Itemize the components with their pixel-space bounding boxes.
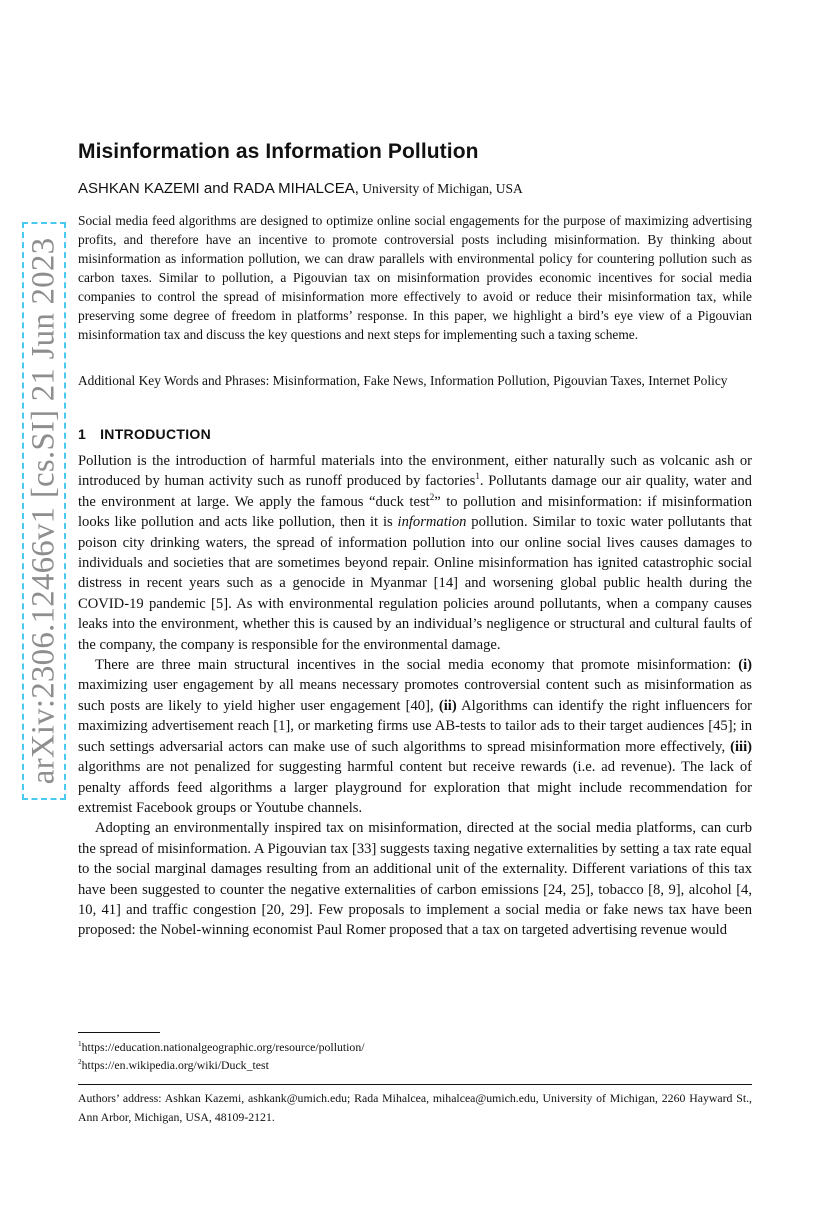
footnote-ref-1: 1: [475, 471, 480, 482]
author-names: ASHKAN KAZEMI and RADA MIHALCEA,: [78, 180, 359, 197]
footnote-link-1[interactable]: https://education.nationalgeographic.org/resource/pollution/: [81, 1040, 365, 1054]
marker-ii: (ii): [438, 697, 457, 714]
footnotes: [78, 1038, 365, 1074]
footnote-1: $^1$https://education.nationalgeographic.org/resource/pollution/: [78, 1039, 365, 1054]
abstract: Social media feed algorithms are designed to optimize online social engagements for the purpose of maximizing advertising profits, and therefore have an incentive to promote controversial posts including misinformation. By thinking about misinformation as information pollution, we can draw parallels with environmental policy for countering pollution such as carbon taxes. Similar to pollution, a Pigouvian tax on misinformation provides economic incentives for social media companies to control the spread of misinformation more effectively to avoid or reduce their misinformation tax, while preserving some degree of freedom in platforms’ response. In this paper, we highlight a bird’s eye view of a Pigouvian misinformation tax and discuss the key questions and next steps for implementing such a taxing scheme.: [78, 213, 752, 342]
section-heading: [78, 426, 211, 442]
emphasis-information: information: [397, 514, 467, 531]
footnote-rule: [78, 1032, 160, 1033]
footnote-link-2[interactable]: https://en.wikipedia.org/wiki/Duck_test: [81, 1058, 269, 1072]
paper-title: Misinformation as Information Pollution: [78, 140, 479, 163]
marker-iii: (iii): [730, 738, 752, 755]
arxiv-identifier: arXiv:2306.12466v1 [cs.SI] 21 Jun 2023: [25, 237, 62, 785]
section-title: INTRODUCTION: [100, 426, 212, 442]
address-rule: [78, 1084, 752, 1085]
footnote-ref-2: 2: [429, 491, 435, 502]
paragraph-1: Pollution is the introduction of harmful materials into the environment, either naturally such as volcanic ash or introduced by human activity such as runoff produced by factories$^1$. Pollutants damage our air quality, water and the environment at large. We apply the famous “duck test$^2$” to pollution and misinformation: if misinformation looks like pollution and acts like pollution, then it is information pollution. Similar to toxic water pollutants that poison city drinking waters, the spread of information pollution into our online social lives causes damages to individuals and societies that are sometimes beyond repair. Online misinformation has ignited catastrophic social distress in recent years such as a genocide in Myanmar [14] and worsening global public health during the COVID-19 pandemic [5]. As with environmental regulation policies around pollutants, when a company causes leaks into the environment, whether this is caused by an individual’s negligence or structural and cultural faults of the company, the company is responsible for the environmental damage.: [78, 453, 753, 653]
author-affiliation: University of Michigan, USA: [358, 181, 523, 196]
paragraph-2: There are three main structural incentives in the social media economy that promote misinformation: (i) maximizing user engagement by all means necessary promotes controversial content such as misinformation as such posts are likely to yield higher user engagement [40], (ii) Algorithms can identify the right influencers for maximizing advertisement reach [1], or marketing firms use AB-tests to tailor ads to their target audiences [45]; in such settings adversarial actors can make use of such algorithms to spread misinformation more effectively, (iii) algorithms are not penalized for suggesting harmful content but receive rewards (i.e. ad revenue). The lack of penalty affords feed algorithms a larger playground for exploration that might include recommendation for extremist Facebook groups or Youtube channels.: [78, 657, 752, 816]
marker-i: (i): [738, 657, 752, 674]
keywords: Additional Key Words and Phrases: Misinformation, Fake News, Information Pollution, Pigouvian Taxes, Internet Policy: [78, 373, 728, 388]
body-text: [78, 451, 752, 941]
section-number: 1: [78, 426, 87, 442]
author-line: [78, 180, 523, 197]
paragraph-3: Adopting an environmentally inspired tax on misinformation, directed at the social media platforms, can curb the spread of misinformation. A Pigouvian tax [33] suggests taxing negative externalities by setting a tax rate equal to the social marginal damages resulting from an additional unit of the externality. Different variations of this tax have been suggested to counter the negative externalities of carbon emissions [24, 25], tobacco [8, 9], alcohol [4, 10, 41] and traffic congestion [20, 29]. Few proposals to implement a social media or fake news tax have been proposed: the Nobel-winning economist Paul Romer proposed that a tax on targeted advertising revenue would: [78, 820, 752, 939]
footnote-2: $^2$https://en.wikipedia.org/wiki/Duck_test: [78, 1057, 269, 1072]
authors-address: Authors’ address: Ashkan Kazemi, ashkank@umich.edu; Rada Mihalcea, mihalcea@umich.edu, University of Michigan, 2260 Hayward St., Ann Arbor, Michigan, USA, 48109-2121.: [78, 1091, 752, 1124]
